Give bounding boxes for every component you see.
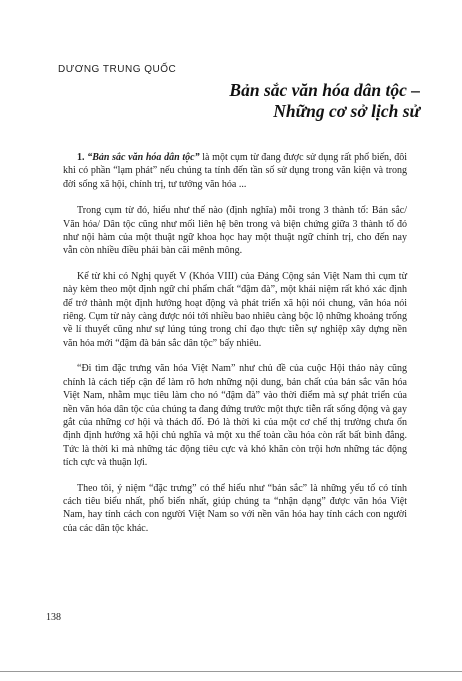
article-body <box>63 151 407 547</box>
title-line-2: Những cơ sở lịch sử <box>273 101 420 121</box>
page-number: 138 <box>46 612 61 623</box>
lead-phrase: “Bản sắc văn hóa dân tộc” <box>87 152 200 163</box>
section-number: 1. <box>77 152 85 163</box>
article-title <box>150 80 420 122</box>
title-line-1: Bản sắc văn hóa dân tộc – <box>229 80 420 100</box>
paragraph-1 <box>63 151 407 191</box>
bottom-divider <box>0 671 462 672</box>
paragraph-2: Trong cụm từ đó, hiểu như thế nào (định nghĩa) mỗi trong 3 thành tố: Bản sắc/ Văn hóa/ Dân tộc cũng như mối liên hệ bên trong và biện chứng giữa 3 thành tố đó như nội hàm của một thuật ngữ khoa học hay một thuật ngữ chính trị, cho đến nay vẫn còn nhiều điều phải bàn cãi mênh mông. <box>63 205 407 257</box>
paragraph-5: Theo tôi, ý niệm “đặc trưng” có thể hiểu như “bản sắc” là những yếu tố có tính cách tiêu biểu nhất, phổ biến nhất, giúp chúng ta “nhận dạng” được văn hóa Việt Nam, hay tính cách con người Việt Nam so với nền văn hóa hay tính cách con người của các dân tộc khác. <box>63 482 407 534</box>
author-name: DƯƠNG TRUNG QUỐC <box>58 64 177 75</box>
paragraph-3: Kể từ khi có Nghị quyết V (Khóa VIII) của Đảng Cộng sản Việt Nam thì cụm từ này kèm theo một định ngữ chỉ phẩm chất “đậm đà”, một khái niệm rất khó xác định để trở thành một định hướng hoạt động và phát triển xã hội nói chung, văn hóa nói riêng. Cụm từ này càng được nói tới nhiều bao nhiêu càng bộc lộ những khoảng trống về lí thuyết cũng như sự lúng túng trong chỉ đạo thực tiễn sự nghiệp xây dựng nền văn hóa mới “đậm đà bản sắc dân tộc” bấy nhiêu. <box>63 270 407 349</box>
paragraph-4: “Đi tìm đặc trưng văn hóa Việt Nam” như chủ đề của cuộc Hội thảo này cũng chính là cách tiếp cận để làm rõ hơn những nội dung, bản chất của bản sắc văn hóa Việt Nam, nhằm mục tiêu làm cho nó “đậm đà” vào thời điểm mà sự phát triển của nền văn hóa dân tộc của chúng ta đang đứng trước một thực tiễn rất sống động và gay gắt của những cơ hội và thách đố. Đó là thời kì của một cơ chế thị trường chưa ổn định định hướng xã hội chủ nghĩa và một xu thế toàn cầu hóa còn rất bất bình đẳng. Tức là thời kì mà những tác động tiêu cực và khó khăn còn trội hơn những tác động tích cực và thuận lợi. <box>63 363 407 469</box>
paragraph-1-text: là một cụm từ đang được sử dụng rất phổ biến, đôi khi có phần “lạm phát” nếu chúng ta tính đến tần số sử dụng trong văn kiện và trong đời sống xã hội, chính trị, tư tưởng văn hóa ... <box>63 152 408 190</box>
